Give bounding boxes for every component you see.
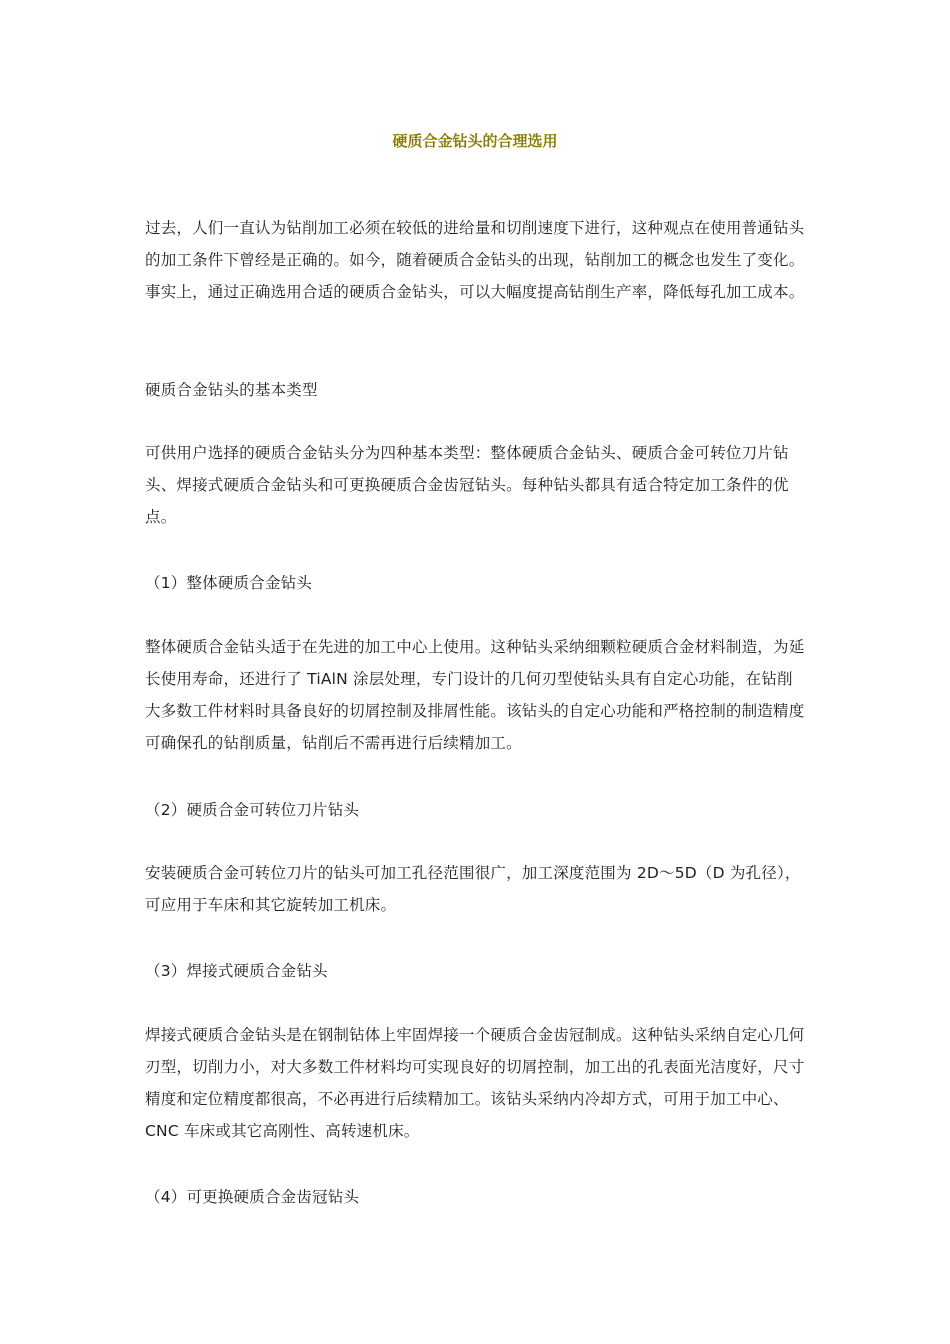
subheading-brazed-carbide-drill: （3）焊接式硬质合金钻头 [145, 962, 328, 980]
indexable-insert-paragraph: 安装硬质合金可转位刀片的钻头可加工孔径范围很广，加工深度范围为 2D～5D（D 为孔径），可应用于车床和其它旋转加工机床。 [145, 864, 801, 914]
document-title: 硬质合金钻头的合理选用 [392, 132, 558, 150]
brazed-carbide-paragraph: 焊接式硬质合金钻头是在钢制钻体上牢固焊接一个硬质合金齿冠制成。这种钻头采纳自定心几何刃型，切削力小，对大多数工件材料均可实现良好的切屑控制，加工出的孔表面光洁度好，尺寸精度和定位精度都很高，不必再进行后续精加工。该钻头采纳内冷却方式，可用于加工中心、CNC 车床或其它高刚性、高转速机床。 [145, 1026, 805, 1140]
solid-carbide-paragraph: 整体硬质合金钻头适于在先进的加工中心上使用。这种钻头采纳细颗粒硬质合金材料制造，为延长使用寿命，还进行了 TiAlN 涂层处理，专门设计的几何刃型使钻头具有自定心功能，在钻削大多数工件材料时具备良好的切屑控制及排屑性能。该钻头的自定心功能和严格控制的制造精度可确保孔的钻削质量，钻削后不需再进行后续精加工。 [145, 638, 805, 752]
subheading-solid-carbide-drill: （1）整体硬质合金钻头 [145, 574, 313, 592]
subheading-replaceable-crown-drill: （4）可更换硬质合金齿冠钻头 [145, 1188, 360, 1206]
section-heading-basic-types: 硬质合金钻头的基本类型 [145, 381, 318, 399]
subheading-indexable-insert-drill: （2）硬质合金可转位刀片钻头 [145, 801, 360, 819]
intro-paragraph: 过去，人们一直认为钻削加工必须在较低的进给量和切削速度下进行，这种观点在使用普通钻头的加工条件下曾经是正确的。如今，随着硬质合金钻头的出现，钻削加工的概念也发生了变化。事实上，通过正确选用合适的硬质合金钻头，可以大幅度提高钻削生产率，降低每孔加工成本。 [145, 219, 805, 301]
types-paragraph: 可供用户选择的硬质合金钻头分为四种基本类型：整体硬质合金钻头、硬质合金可转位刀片钻头、焊接式硬质合金钻头和可更换硬质合金齿冠钻头。每种钻头都具有适合特定加工条件的优点。 [145, 444, 789, 526]
